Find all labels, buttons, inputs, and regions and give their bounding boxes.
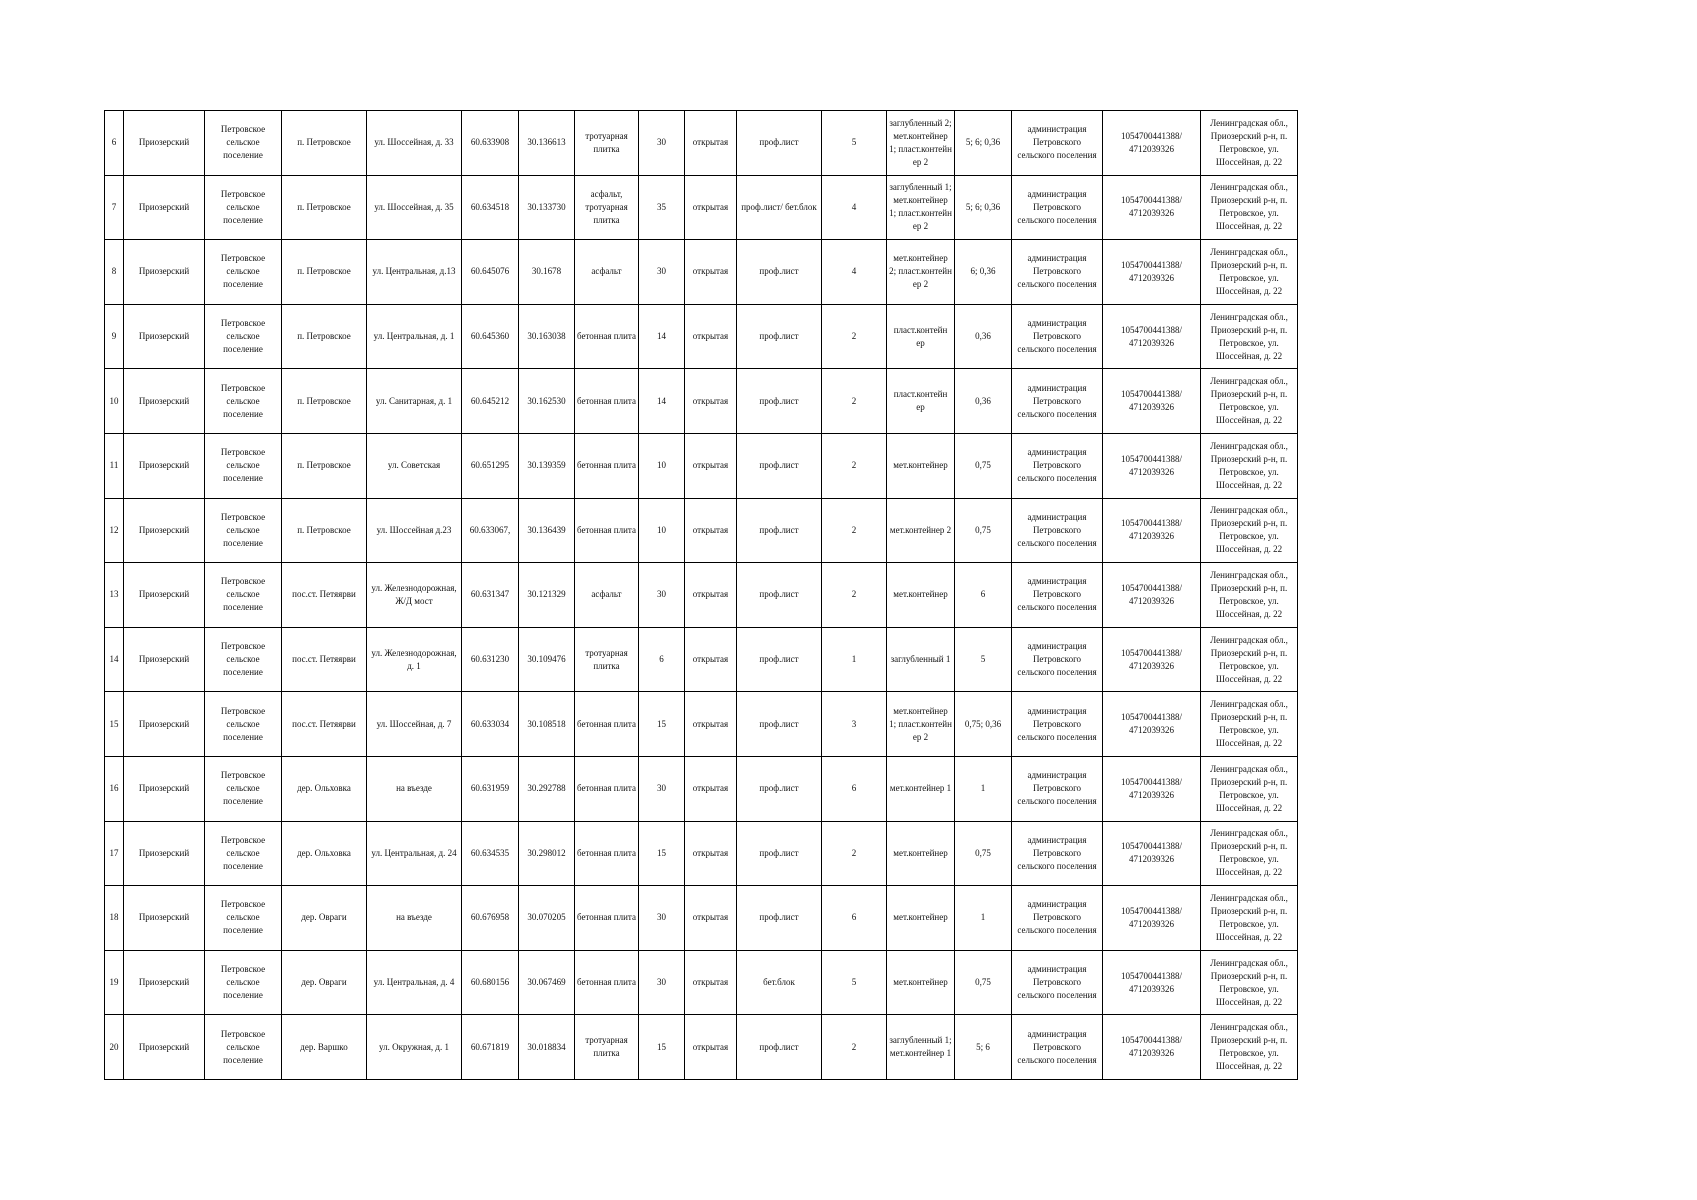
area-cell: 30 [639, 886, 685, 951]
table-row [105, 304, 1298, 369]
locality-cell: п. Петровское [282, 433, 367, 498]
row-number-cell: 14 [105, 627, 124, 692]
district-cell: Приозерский [124, 304, 205, 369]
site-type-cell: открытая [685, 369, 737, 434]
fence-material-cell: проф.лист/ бет.блок [737, 175, 822, 240]
area-cell: 15 [639, 692, 685, 757]
container-count-cell: 2 [822, 369, 887, 434]
latitude-cell: 60.631230 [462, 627, 519, 692]
longitude-cell: 30.018834 [519, 1015, 575, 1080]
fence-material-cell: проф.лист [737, 369, 822, 434]
table-row [105, 756, 1298, 821]
ogrn-inn-cell: 1054700441388/ 4712039326 [1103, 1015, 1201, 1080]
site-type-cell: открытая [685, 111, 737, 176]
area-cell: 10 [639, 498, 685, 563]
owner-cell: администрация Петровского сельского поселения [1012, 175, 1103, 240]
table-row [105, 498, 1298, 563]
row-number-cell: 16 [105, 756, 124, 821]
owner-cell: администрация Петровского сельского поселения [1012, 627, 1103, 692]
district-cell: Приозерский [124, 240, 205, 305]
surface-cell: асфальт [575, 563, 639, 628]
owner-address-cell: Ленинградская обл., Приозерский р-н, п. Петровское, ул. Шоссейная, д. 22 [1201, 1015, 1298, 1080]
surface-cell: бетонная плита [575, 369, 639, 434]
longitude-cell: 30.070205 [519, 886, 575, 951]
surface-cell: асфальт, тротуарная плитка [575, 175, 639, 240]
owner-address-cell: Ленинградская обл., Приозерский р-н, п. Петровское, ул. Шоссейная, д. 22 [1201, 498, 1298, 563]
owner-cell: администрация Петровского сельского поселения [1012, 692, 1103, 757]
container-type-cell: мет.контейнер [887, 433, 955, 498]
owner-cell: администрация Петровского сельского поселения [1012, 240, 1103, 305]
surface-cell: бетонная плита [575, 304, 639, 369]
owner-cell: администрация Петровского сельского поселения [1012, 886, 1103, 951]
site-type-cell: открытая [685, 950, 737, 1015]
fence-material-cell: бет.блок [737, 950, 822, 1015]
container-count-cell: 2 [822, 821, 887, 886]
waste-site-registry-table [104, 110, 1298, 1080]
latitude-cell: 60.634535 [462, 821, 519, 886]
owner-cell: администрация Петровского сельского поселения [1012, 563, 1103, 628]
site-address-cell: ул. Центральная, д. 4 [367, 950, 462, 1015]
area-cell: 10 [639, 433, 685, 498]
row-number-cell: 11 [105, 433, 124, 498]
settlement-cell: Петровское сельское поселение [205, 950, 282, 1015]
locality-cell: дер. Овраги [282, 886, 367, 951]
ogrn-inn-cell: 1054700441388/ 4712039326 [1103, 111, 1201, 176]
latitude-cell: 60.671819 [462, 1015, 519, 1080]
owner-address-cell: Ленинградская обл., Приозерский р-н, п. Петровское, ул. Шоссейная, д. 22 [1201, 950, 1298, 1015]
latitude-cell: 60.680156 [462, 950, 519, 1015]
area-cell: 15 [639, 821, 685, 886]
surface-cell: асфальт [575, 240, 639, 305]
surface-cell: тротуарная плитка [575, 111, 639, 176]
ogrn-inn-cell: 1054700441388/ 4712039326 [1103, 433, 1201, 498]
district-cell: Приозерский [124, 821, 205, 886]
site-address-cell: ул. Окружная, д. 1 [367, 1015, 462, 1080]
longitude-cell: 30.108518 [519, 692, 575, 757]
locality-cell: п. Петровское [282, 498, 367, 563]
area-cell: 30 [639, 756, 685, 821]
owner-address-cell: Ленинградская обл., Приозерский р-н, п. Петровское, ул. Шоссейная, д. 22 [1201, 240, 1298, 305]
locality-cell: дер. Ольховка [282, 821, 367, 886]
container-count-cell: 2 [822, 563, 887, 628]
site-address-cell: ул. Шоссейная, д. 35 [367, 175, 462, 240]
locality-cell: п. Петровское [282, 369, 367, 434]
container-count-cell: 2 [822, 498, 887, 563]
row-number-cell: 12 [105, 498, 124, 563]
container-volume-cell: 5 [955, 627, 1012, 692]
row-number-cell: 9 [105, 304, 124, 369]
fence-material-cell: проф.лист [737, 433, 822, 498]
settlement-cell: Петровское сельское поселение [205, 498, 282, 563]
locality-cell: дер. Овраги [282, 950, 367, 1015]
container-count-cell: 6 [822, 756, 887, 821]
district-cell: Приозерский [124, 886, 205, 951]
latitude-cell: 60.651295 [462, 433, 519, 498]
district-cell: Приозерский [124, 498, 205, 563]
district-cell: Приозерский [124, 369, 205, 434]
fence-material-cell: проф.лист [737, 886, 822, 951]
site-type-cell: открытая [685, 1015, 737, 1080]
table-row [105, 240, 1298, 305]
area-cell: 30 [639, 563, 685, 628]
owner-address-cell: Ленинградская обл., Приозерский р-н, п. Петровское, ул. Шоссейная, д. 22 [1201, 886, 1298, 951]
latitude-cell: 60.676958 [462, 886, 519, 951]
fence-material-cell: проф.лист [737, 821, 822, 886]
row-number-cell: 13 [105, 563, 124, 628]
row-number-cell: 8 [105, 240, 124, 305]
area-cell: 6 [639, 627, 685, 692]
container-count-cell: 5 [822, 950, 887, 1015]
district-cell: Приозерский [124, 627, 205, 692]
owner-cell: администрация Петровского сельского поселения [1012, 821, 1103, 886]
ogrn-inn-cell: 1054700441388/ 4712039326 [1103, 627, 1201, 692]
container-type-cell: мет.контейнер 1; пласт.контейн ер 2 [887, 692, 955, 757]
surface-cell: бетонная плита [575, 498, 639, 563]
row-number-cell: 7 [105, 175, 124, 240]
container-type-cell: заглубленный 1; мет.контейнер 1; пласт.контейн ер 2 [887, 175, 955, 240]
longitude-cell: 30.298012 [519, 821, 575, 886]
site-address-cell: ул. Центральная, д. 24 [367, 821, 462, 886]
longitude-cell: 30.139359 [519, 433, 575, 498]
longitude-cell: 30.163038 [519, 304, 575, 369]
ogrn-inn-cell: 1054700441388/ 4712039326 [1103, 175, 1201, 240]
container-volume-cell: 1 [955, 756, 1012, 821]
district-cell: Приозерский [124, 563, 205, 628]
longitude-cell: 30.109476 [519, 627, 575, 692]
surface-cell: бетонная плита [575, 692, 639, 757]
container-volume-cell: 6; 0,36 [955, 240, 1012, 305]
table-row [105, 563, 1298, 628]
locality-cell: п. Петровское [282, 111, 367, 176]
ogrn-inn-cell: 1054700441388/ 4712039326 [1103, 563, 1201, 628]
longitude-cell: 30.136613 [519, 111, 575, 176]
surface-cell: тротуарная плитка [575, 1015, 639, 1080]
longitude-cell: 30.1678 [519, 240, 575, 305]
container-volume-cell: 6 [955, 563, 1012, 628]
row-number-cell: 17 [105, 821, 124, 886]
settlement-cell: Петровское сельское поселение [205, 756, 282, 821]
fence-material-cell: проф.лист [737, 240, 822, 305]
site-address-cell: ул. Советская [367, 433, 462, 498]
owner-cell: администрация Петровского сельского поселения [1012, 433, 1103, 498]
settlement-cell: Петровское сельское поселение [205, 627, 282, 692]
site-type-cell: открытая [685, 498, 737, 563]
surface-cell: тротуарная плитка [575, 627, 639, 692]
fence-material-cell: проф.лист [737, 304, 822, 369]
latitude-cell: 60.633034 [462, 692, 519, 757]
owner-cell: администрация Петровского сельского поселения [1012, 304, 1103, 369]
table-row [105, 950, 1298, 1015]
container-volume-cell: 5; 6; 0,36 [955, 111, 1012, 176]
container-type-cell: мет.контейнер 2 [887, 498, 955, 563]
longitude-cell: 30.136439 [519, 498, 575, 563]
table-row [105, 111, 1298, 176]
ogrn-inn-cell: 1054700441388/ 4712039326 [1103, 692, 1201, 757]
site-type-cell: открытая [685, 821, 737, 886]
fence-material-cell: проф.лист [737, 111, 822, 176]
owner-address-cell: Ленинградская обл., Приозерский р-н, п. Петровское, ул. Шоссейная, д. 22 [1201, 304, 1298, 369]
container-count-cell: 6 [822, 886, 887, 951]
latitude-cell: 60.631959 [462, 756, 519, 821]
owner-address-cell: Ленинградская обл., Приозерский р-н, п. Петровское, ул. Шоссейная, д. 22 [1201, 111, 1298, 176]
district-cell: Приозерский [124, 692, 205, 757]
container-count-cell: 1 [822, 627, 887, 692]
surface-cell: бетонная плита [575, 433, 639, 498]
fence-material-cell: проф.лист [737, 692, 822, 757]
longitude-cell: 30.067469 [519, 950, 575, 1015]
container-count-cell: 3 [822, 692, 887, 757]
area-cell: 30 [639, 111, 685, 176]
settlement-cell: Петровское сельское поселение [205, 821, 282, 886]
owner-address-cell: Ленинградская обл., Приозерский р-н, п. Петровское, ул. Шоссейная, д. 22 [1201, 692, 1298, 757]
surface-cell: бетонная плита [575, 821, 639, 886]
container-volume-cell: 0,75 [955, 950, 1012, 1015]
area-cell: 14 [639, 369, 685, 434]
owner-cell: администрация Петровского сельского поселения [1012, 498, 1103, 563]
owner-address-cell: Ленинградская обл., Приозерский р-н, п. Петровское, ул. Шоссейная, д. 22 [1201, 821, 1298, 886]
district-cell: Приозерский [124, 756, 205, 821]
latitude-cell: 60.631347 [462, 563, 519, 628]
fence-material-cell: проф.лист [737, 563, 822, 628]
container-type-cell: мет.контейнер 2; пласт.контейн ер 2 [887, 240, 955, 305]
locality-cell: п. Петровское [282, 304, 367, 369]
site-type-cell: открытая [685, 563, 737, 628]
latitude-cell: 60.634518 [462, 175, 519, 240]
site-type-cell: открытая [685, 175, 737, 240]
latitude-cell: 60.645076 [462, 240, 519, 305]
settlement-cell: Петровское сельское поселение [205, 563, 282, 628]
site-address-cell: ул. Центральная, д.13 [367, 240, 462, 305]
area-cell: 15 [639, 1015, 685, 1080]
settlement-cell: Петровское сельское поселение [205, 369, 282, 434]
ogrn-inn-cell: 1054700441388/ 4712039326 [1103, 304, 1201, 369]
surface-cell: бетонная плита [575, 756, 639, 821]
site-address-cell: на въезде [367, 756, 462, 821]
site-address-cell: ул. Шоссейная д.23 [367, 498, 462, 563]
container-type-cell: мет.контейнер [887, 950, 955, 1015]
settlement-cell: Петровское сельское поселение [205, 304, 282, 369]
container-type-cell: заглубленный 1; мет.контейнер 1 [887, 1015, 955, 1080]
area-cell: 14 [639, 304, 685, 369]
container-type-cell: пласт.контейн ер [887, 304, 955, 369]
table-row [105, 627, 1298, 692]
longitude-cell: 30.133730 [519, 175, 575, 240]
owner-cell: администрация Петровского сельского поселения [1012, 111, 1103, 176]
ogrn-inn-cell: 1054700441388/ 4712039326 [1103, 756, 1201, 821]
longitude-cell: 30.162530 [519, 369, 575, 434]
locality-cell: дер. Варшко [282, 1015, 367, 1080]
area-cell: 30 [639, 240, 685, 305]
longitude-cell: 30.121329 [519, 563, 575, 628]
settlement-cell: Петровское сельское поселение [205, 240, 282, 305]
settlement-cell: Петровское сельское поселение [205, 111, 282, 176]
site-address-cell: ул. Санитарная, д. 1 [367, 369, 462, 434]
locality-cell: пос.ст. Петяярви [282, 692, 367, 757]
container-volume-cell: 1 [955, 886, 1012, 951]
area-cell: 35 [639, 175, 685, 240]
surface-cell: бетонная плита [575, 886, 639, 951]
container-type-cell: мет.контейнер [887, 563, 955, 628]
settlement-cell: Петровское сельское поселение [205, 175, 282, 240]
site-address-cell: на въезде [367, 886, 462, 951]
container-volume-cell: 0,75 [955, 821, 1012, 886]
container-volume-cell: 0,75 [955, 433, 1012, 498]
site-type-cell: открытая [685, 240, 737, 305]
owner-cell: администрация Петровского сельского поселения [1012, 1015, 1103, 1080]
site-type-cell: открытая [685, 304, 737, 369]
latitude-cell: 60.633067, [462, 498, 519, 563]
container-volume-cell: 0,75 [955, 498, 1012, 563]
owner-cell: администрация Петровского сельского поселения [1012, 950, 1103, 1015]
table-row [105, 433, 1298, 498]
ogrn-inn-cell: 1054700441388/ 4712039326 [1103, 369, 1201, 434]
container-type-cell: мет.контейнер 1 [887, 756, 955, 821]
locality-cell: пос.ст. Петяярви [282, 627, 367, 692]
ogrn-inn-cell: 1054700441388/ 4712039326 [1103, 498, 1201, 563]
site-address-cell: ул. Шоссейная, д. 7 [367, 692, 462, 757]
container-volume-cell: 0,36 [955, 304, 1012, 369]
district-cell: Приозерский [124, 175, 205, 240]
owner-address-cell: Ленинградская обл., Приозерский р-н, п. Петровское, ул. Шоссейная, д. 22 [1201, 756, 1298, 821]
owner-cell: администрация Петровского сельского поселения [1012, 369, 1103, 434]
latitude-cell: 60.645360 [462, 304, 519, 369]
row-number-cell: 10 [105, 369, 124, 434]
registry-body [105, 111, 1298, 1080]
fence-material-cell: проф.лист [737, 498, 822, 563]
ogrn-inn-cell: 1054700441388/ 4712039326 [1103, 886, 1201, 951]
site-address-cell: ул. Шоссейная, д. 33 [367, 111, 462, 176]
ogrn-inn-cell: 1054700441388/ 4712039326 [1103, 950, 1201, 1015]
longitude-cell: 30.292788 [519, 756, 575, 821]
container-count-cell: 2 [822, 433, 887, 498]
table-row [105, 369, 1298, 434]
owner-address-cell: Ленинградская обл., Приозерский р-н, п. Петровское, ул. Шоссейная, д. 22 [1201, 563, 1298, 628]
fence-material-cell: проф.лист [737, 627, 822, 692]
row-number-cell: 20 [105, 1015, 124, 1080]
container-volume-cell: 0,36 [955, 369, 1012, 434]
site-address-cell: ул. Железнодорожная, д. 1 [367, 627, 462, 692]
settlement-cell: Петровское сельское поселение [205, 1015, 282, 1080]
district-cell: Приозерский [124, 1015, 205, 1080]
container-volume-cell: 5; 6 [955, 1015, 1012, 1080]
fence-material-cell: проф.лист [737, 756, 822, 821]
container-type-cell: заглубленный 2; мет.контейнер 1; пласт.контейн ер 2 [887, 111, 955, 176]
settlement-cell: Петровское сельское поселение [205, 433, 282, 498]
row-number-cell: 18 [105, 886, 124, 951]
site-type-cell: открытая [685, 756, 737, 821]
fence-material-cell: проф.лист [737, 1015, 822, 1080]
site-type-cell: открытая [685, 886, 737, 951]
row-number-cell: 19 [105, 950, 124, 1015]
row-number-cell: 6 [105, 111, 124, 176]
container-type-cell: мет.контейнер [887, 821, 955, 886]
container-count-cell: 4 [822, 240, 887, 305]
settlement-cell: Петровское сельское поселение [205, 886, 282, 951]
owner-address-cell: Ленинградская обл., Приозерский р-н, п. Петровское, ул. Шоссейная, д. 22 [1201, 175, 1298, 240]
ogrn-inn-cell: 1054700441388/ 4712039326 [1103, 821, 1201, 886]
site-type-cell: открытая [685, 433, 737, 498]
owner-address-cell: Ленинградская обл., Приозерский р-н, п. Петровское, ул. Шоссейная, д. 22 [1201, 433, 1298, 498]
area-cell: 30 [639, 950, 685, 1015]
owner-address-cell: Ленинградская обл., Приозерский р-н, п. Петровское, ул. Шоссейная, д. 22 [1201, 627, 1298, 692]
container-count-cell: 5 [822, 111, 887, 176]
container-count-cell: 2 [822, 1015, 887, 1080]
site-address-cell: ул. Железнодорожная, Ж/Д мост [367, 563, 462, 628]
table-row [105, 175, 1298, 240]
latitude-cell: 60.633908 [462, 111, 519, 176]
locality-cell: дер. Ольховка [282, 756, 367, 821]
district-cell: Приозерский [124, 950, 205, 1015]
surface-cell: бетонная плита [575, 950, 639, 1015]
locality-cell: пос.ст. Петяярви [282, 563, 367, 628]
container-count-cell: 4 [822, 175, 887, 240]
latitude-cell: 60.645212 [462, 369, 519, 434]
table-row [105, 692, 1298, 757]
district-cell: Приозерский [124, 111, 205, 176]
table-row [105, 821, 1298, 886]
ogrn-inn-cell: 1054700441388/ 4712039326 [1103, 240, 1201, 305]
site-type-cell: открытая [685, 627, 737, 692]
locality-cell: п. Петровское [282, 240, 367, 305]
container-count-cell: 2 [822, 304, 887, 369]
owner-address-cell: Ленинградская обл., Приозерский р-н, п. Петровское, ул. Шоссейная, д. 22 [1201, 369, 1298, 434]
site-address-cell: ул. Центральная, д. 1 [367, 304, 462, 369]
container-volume-cell: 5; 6; 0,36 [955, 175, 1012, 240]
table-row [105, 1015, 1298, 1080]
site-type-cell: открытая [685, 692, 737, 757]
owner-cell: администрация Петровского сельского поселения [1012, 756, 1103, 821]
container-type-cell: заглубленный 1 [887, 627, 955, 692]
row-number-cell: 15 [105, 692, 124, 757]
container-volume-cell: 0,75; 0,36 [955, 692, 1012, 757]
container-type-cell: мет.контейнер [887, 886, 955, 951]
locality-cell: п. Петровское [282, 175, 367, 240]
district-cell: Приозерский [124, 433, 205, 498]
table-row [105, 886, 1298, 951]
container-type-cell: пласт.контейн ер [887, 369, 955, 434]
settlement-cell: Петровское сельское поселение [205, 692, 282, 757]
